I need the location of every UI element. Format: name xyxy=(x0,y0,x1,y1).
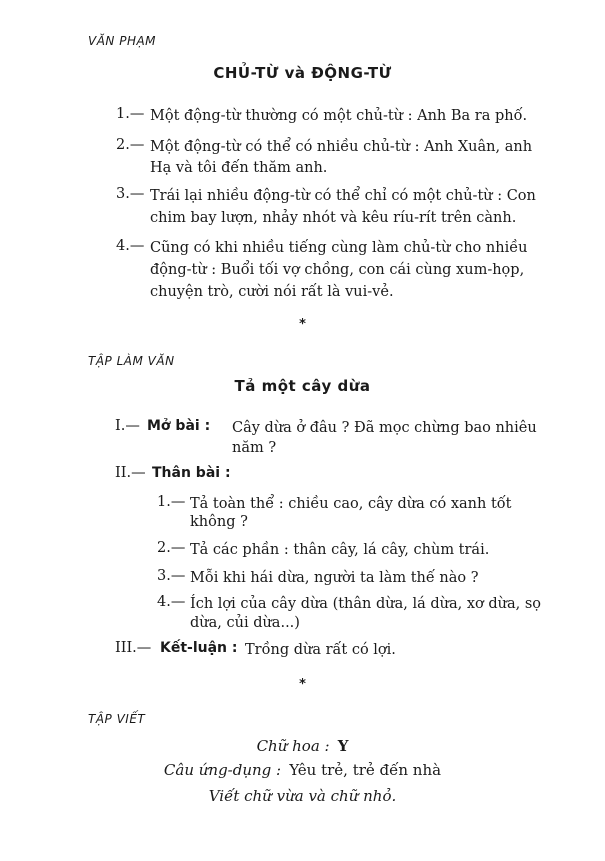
grammar-item-3-line2: chim bay lượn, nhảy nhót và kêu ríu-rít trên cành. xyxy=(150,210,517,226)
intro-label: Mở bài : xyxy=(147,418,211,434)
section-tag-grammar: VĂN PHẠM xyxy=(88,34,157,48)
intro-line2: năm ? xyxy=(232,440,277,456)
conclusion-text: Trồng dừa rất có lợi. xyxy=(245,642,396,658)
body-point-3-text: Mỗi khi hái dừa, người ta làm thế nào ? xyxy=(190,570,479,586)
grammar-item-2-line1: Một động-từ có thể có nhiều chủ-từ : Anh Xuân, anh xyxy=(150,139,533,155)
section-tag-composition: TẬP LÀM VĂN xyxy=(88,354,175,368)
body-point-1-number: 1.— xyxy=(157,494,186,510)
conclusion-number: III.— xyxy=(115,640,152,656)
intro-number: I.— xyxy=(115,418,140,434)
body-point-3-number: 3.— xyxy=(157,568,186,584)
section-tag-writing: TẬP VIẾT xyxy=(88,712,146,726)
capital-line xyxy=(0,736,605,755)
sentence-text: Yêu trẻ, trẻ đến nhà xyxy=(289,761,442,779)
grammar-item-4-number: 4.— xyxy=(116,238,145,254)
grammar-item-4-line1: Cũng có khi nhiều tiếng cùng làm chủ-từ cho nhiều xyxy=(150,240,528,256)
grammar-item-3-line1: Trái lại nhiều động-từ có thể chỉ có một chủ-từ : Con xyxy=(150,188,536,204)
separator-star-2: * xyxy=(299,677,306,692)
grammar-item-4-line3: chuyện trò, cười nói rất là vui-vẻ. xyxy=(150,284,394,300)
grammar-title: CHỦ-TỪ và ĐỘNG-TỪ xyxy=(213,64,392,82)
body-point-4-line1: Ích lợi của cây dừa (thân dừa, lá dừa, xơ dừa, sọ xyxy=(190,596,542,612)
grammar-item-1-text: Một động-từ thường có một chủ-từ : Anh Ba ra phố. xyxy=(150,108,528,124)
intro-line1: Cây dừa ở đâu ? Đã mọc chừng bao nhiêu xyxy=(232,420,537,436)
grammar-item-2-line2: Hạ và tôi đến thăm anh. xyxy=(150,160,328,176)
grammar-item-2-number: 2.— xyxy=(116,137,145,153)
conclusion-label: Kết-luận : xyxy=(160,640,238,656)
body-point-1-line2: không ? xyxy=(190,514,248,530)
sentence-label: Câu ứng-dụng : xyxy=(163,761,282,779)
body-label: Thân bài : xyxy=(152,465,231,481)
grammar-item-1-number: 1.— xyxy=(116,106,145,122)
body-point-1-line1: Tả toàn thể : chiều cao, cây dừa có xanh tốt xyxy=(190,496,512,512)
body-point-2-text: Tả các phần : thân cây, lá cây, chùm trái. xyxy=(190,542,490,558)
capital-label: Chữ hoa : xyxy=(256,737,330,755)
body-point-2-number: 2.— xyxy=(157,540,186,556)
capital-letter: Y xyxy=(337,737,349,755)
body-number: II.— xyxy=(115,465,146,481)
writing-instruction: Viết chữ vừa và chữ nhỏ. xyxy=(208,787,397,805)
body-point-4-number: 4.— xyxy=(157,594,186,610)
composition-title: Tả một cây dừa xyxy=(234,377,371,395)
grammar-item-4-line2: động-từ : Buổi tối vợ chồng, con cái cùng xum-họp, xyxy=(150,262,525,278)
separator-star-1: * xyxy=(299,317,306,332)
sentence-line xyxy=(0,760,605,779)
grammar-item-3-number: 3.— xyxy=(116,186,145,202)
body-point-4-line2: dừa, củi dừa...) xyxy=(190,615,300,631)
